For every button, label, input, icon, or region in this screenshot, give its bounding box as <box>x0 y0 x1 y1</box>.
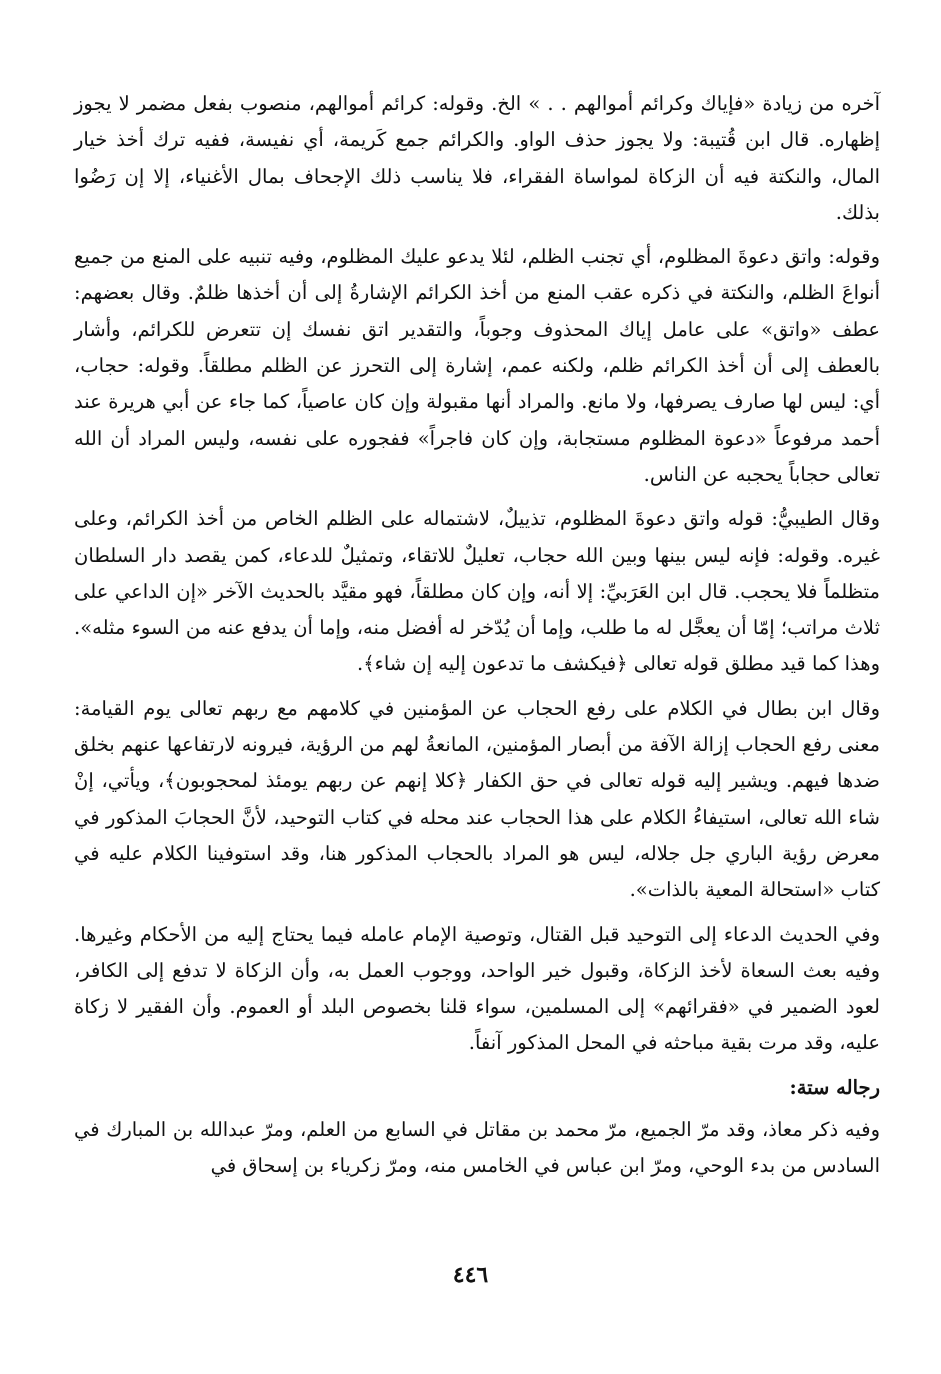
paragraph-1: آخره من زيادة «فإياك وكرائم أموالهم . . » الخ. وقوله: كرائم أموالهم، منصوب بفعل مضمر لا يجوز إظهاره. قال ابن قُتيبة: ولا يجوز حذف الواو. والكرائم جمع كَريمة، أي نفيسة، ففيه ترك أخذ خيار المال، والنكتة فيه أن الزكاة لمواساة الفقراء، فلا يناسب ذلك الإجحاف بمال الأغنياء، إلا إن رَضُوا بذلك. <box>74 92 880 224</box>
page-number: ٤٤٦ <box>452 1262 489 1288</box>
paragraph-3: وقال الطيبيُّ: قوله واتق دعوةَ المظلوم، تذييلٌ، لاشتماله على الظلم الخاص من أخذ الكرائم، وعلى غيره. وقوله: فإنه ليس بينها وبين الله حجاب، تعليلٌ للاتقاء، وتمثيلٌ للدعاء، كمن يقصد دار السلطان متظلماً فلا يحجب. قال ابن العَرَبيِّ: إلا أنه، وإن كان مطلقاً، فهو مقيَّد بالحديث الآخر «إن الداعي على ثلاث مراتب؛ إمّا أن يعجَّل له ما طلب، وإما أن يُدّخر له أفضل منه، وإما أن يدفع عنه من السوء مثله». وهذا كما قيد مطلق قوله تعالى ﴿فيكشف ما تدعون إليه إن شاء﴾. <box>74 507 880 676</box>
section-heading: رجاله ستة: <box>789 1075 880 1099</box>
paragraph-6: وفيه ذكر معاذ، وقد مرّ الجميع، مرّ محمد بن مقاتل في السابع من العلم، ومرّ عبدالله بن المبارك في السادس من بدء الوحي، ومرّ ابن عباس في الخامس منه، ومرّ زكرياء بن إسحاق في <box>74 1117 880 1178</box>
paragraph-5: وفي الحديث الدعاء إلى التوحيد قبل القتال، وتوصية الإمام عامله فيما يحتاج إليه من الأحكام وغيرها. وفيه بعث السعاة لأخذ الزكاة، وقبول خير الواحد، ووجوب العمل به، وأن الزكاة لا تدفع إلى الكافر، لعود الضمير في «فقرائهم» إلى المسلمين، سواء قلنا بخصوص البلد أو العموم. وأن الفقير لا زكاة عليه، وقد مرت بقية مباحثه في المحل المذكور آنفاً. <box>74 922 880 1055</box>
paragraph-2: وقوله: واتق دعوةَ المظلوم، أي تجنب الظلم، لئلا يدعو عليك المظلوم، وفيه تنبيه على المنع من جميع أنواعَ الظلم، والنكتة في ذكره عقب المنع من أخذ الكرائم الإشارةُ إلى أن أخذها ظلمٌ. وقال بعضهم: عطف «واتق» على عامل إياك المحذوف وجوباً، والتقدير اتق نفسك إن تتعرض للكرائم، وأشار بالعطف إلى أن أخذ الكرائم ظلم، ولكنه عمم، إشارة إلى التحرز عن الظلم مطلقاً. وقوله: حجاب، أي: ليس لها صارف يصرفها، ولا مانع. والمراد أنها مقبولة وإن كان عاصياً، كما جاء عن أبي هريرة عند أحمد مرفوعاً «دعوة المظلوم مستجابة، وإن كان فاجراً» ففجوره على نفسه، وليس المراد أن الله تعالى حجاباً يحجبه عن الناس. <box>74 245 880 486</box>
body-text <box>74 86 880 1184</box>
paragraph-4: وقال ابن بطال في الكلام على رفع الحجاب عن المؤمنين في كلامهم مع ربهم تعالى يوم القيامة: معنى رفع الحجاب إزالة الآفة من أبصار المؤمنين، المانعةُ لهم من الرؤية، فيرونه لارتفاعها عنهم بخلق ضدها فيهم. ويشير إليه قوله تعالى في حق الكفار ﴿كلا إنهم عن ربهم يومئذ لمحجوبون﴾، ويأتي، إنْ شاء الله تعالى، استيفاءُ الكلام على هذا الحجاب عند محله في كتاب التوحيد، لأنَّ الحجابَ المذكور في معرض رؤية الباري جل جلاله، ليس هو المراد بالحجاب المذكور هنا، وقد استوفينا الكلام عليه في كتاب «استحالة المعية بالذات». <box>74 696 880 902</box>
